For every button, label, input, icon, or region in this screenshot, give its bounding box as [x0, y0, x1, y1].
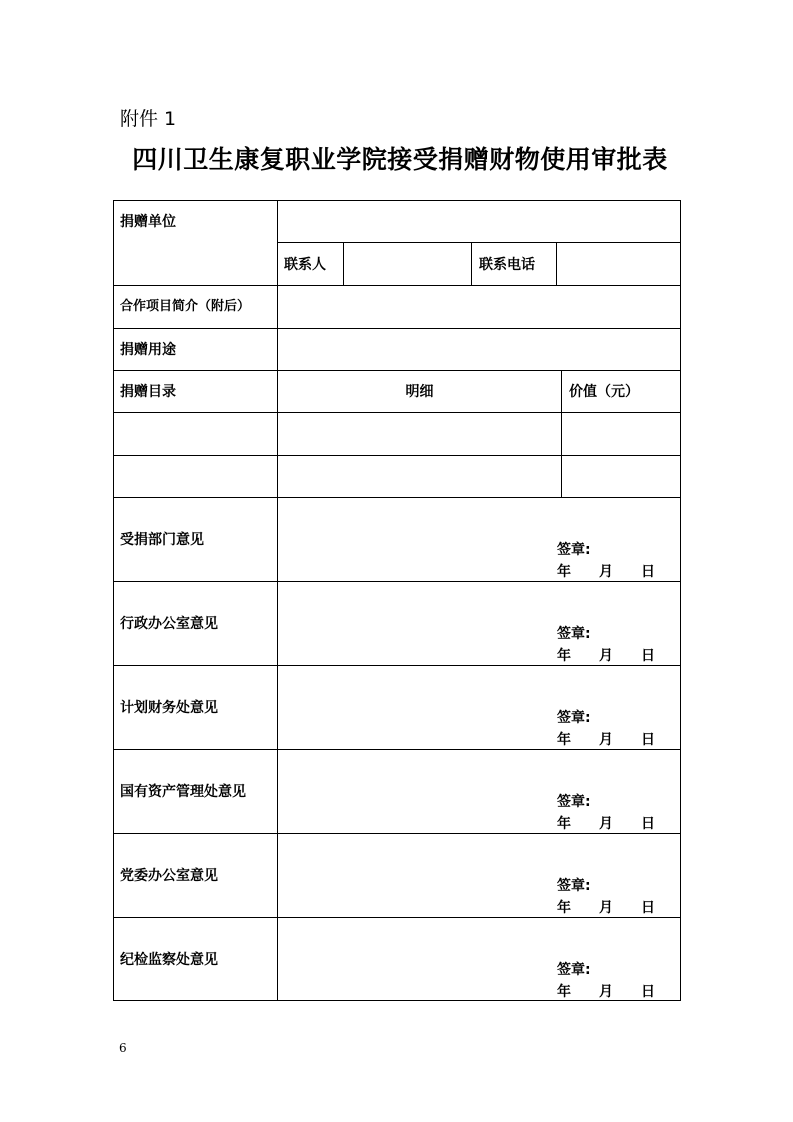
value-header: 价值（元） — [569, 384, 639, 400]
row-divider — [113, 665, 681, 666]
row-divider — [113, 749, 681, 750]
donor-unit-label: 捐赠单位 — [120, 214, 176, 230]
date-label: 年 月 日 — [557, 732, 655, 748]
value-column-divider — [561, 370, 562, 497]
contact-divider — [343, 242, 344, 285]
row-divider — [113, 581, 681, 582]
seal-label: 签章: — [557, 962, 591, 978]
donor-inner-divider — [277, 242, 681, 243]
row-divider — [113, 833, 681, 834]
date-label: 年 月 日 — [557, 984, 655, 1000]
form-border-top — [113, 200, 681, 201]
phone-field[interactable] — [558, 244, 679, 284]
usage-label: 捐赠用途 — [120, 342, 176, 358]
approval-label: 国有资产管理处意见 — [120, 784, 246, 800]
detail-header: 明细 — [405, 384, 434, 400]
seal-label: 签章: — [557, 542, 591, 558]
detail-cell[interactable] — [279, 414, 560, 454]
row-divider — [113, 497, 681, 498]
row-divider — [113, 412, 681, 413]
value-cell[interactable] — [563, 414, 679, 454]
form-border-right — [680, 200, 681, 1001]
value-cell[interactable] — [563, 457, 679, 496]
row-divider — [113, 328, 681, 329]
seal-label: 签章: — [557, 710, 591, 726]
form-border-left — [113, 200, 114, 1001]
phone-label-divider-right — [556, 242, 557, 285]
date-label: 年 月 日 — [557, 900, 655, 916]
usage-field[interactable] — [279, 330, 679, 369]
approval-label: 受捐部门意见 — [120, 532, 204, 548]
phone-label-divider-left — [471, 242, 472, 285]
approval-label: 党委办公室意见 — [120, 868, 218, 884]
project-field[interactable] — [279, 287, 679, 327]
seal-label: 签章: — [557, 794, 591, 810]
approval-label: 行政办公室意见 — [120, 616, 218, 632]
detail-cell[interactable] — [279, 457, 560, 496]
date-label: 年 月 日 — [557, 816, 655, 832]
row-divider — [113, 917, 681, 918]
page-title: 四川卫生康复职业学院接受捐赠财物使用审批表 — [132, 145, 668, 174]
catalog-label: 捐赠目录 — [120, 384, 176, 400]
row-divider — [113, 285, 681, 286]
date-label: 年 月 日 — [557, 648, 655, 664]
date-label: 年 月 日 — [557, 564, 655, 580]
seal-label: 签章: — [557, 878, 591, 894]
seal-label: 签章: — [557, 626, 591, 642]
donor-unit-field[interactable] — [279, 202, 679, 241]
approval-label: 计划财务处意见 — [120, 700, 218, 716]
catalog-cell[interactable] — [115, 457, 276, 496]
contact-field[interactable] — [345, 244, 470, 284]
label-column-divider — [277, 200, 278, 1001]
catalog-cell[interactable] — [115, 414, 276, 454]
phone-label: 联系电话 — [479, 257, 535, 273]
row-divider — [113, 370, 681, 371]
contact-label: 联系人 — [284, 257, 326, 273]
row-divider — [113, 455, 681, 456]
approval-label: 纪检监察处意见 — [120, 952, 218, 968]
attachment-label: 附件 1 — [120, 108, 177, 130]
project-label: 合作项目简介（附后） — [120, 299, 251, 314]
page-number: 6 — [119, 1041, 127, 1055]
